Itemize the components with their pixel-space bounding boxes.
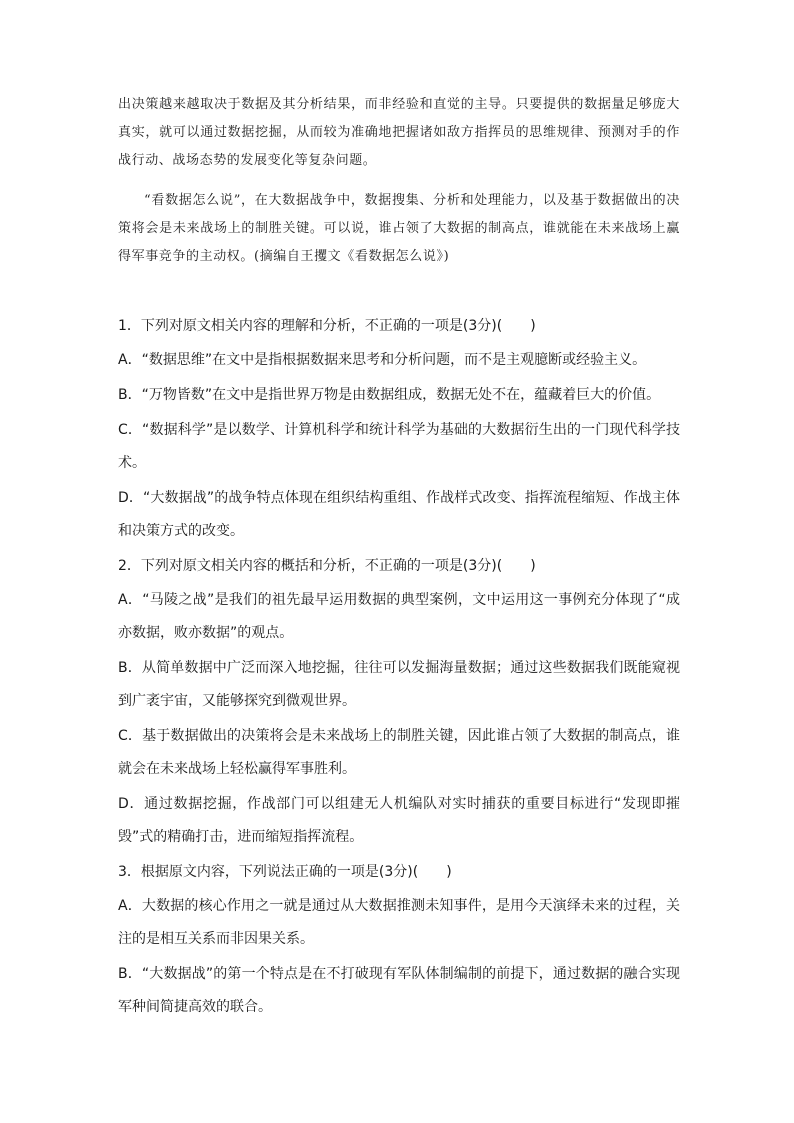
option-a: A．大数据的核心作用之一就是通过从大数据推测未知事件，是用今天演绎未来的过程，关注的是相互关系而非因果关系。: [118, 898, 680, 947]
passage-paragraph-2: [118, 187, 680, 271]
option-d: D．通过数据挖掘，作战部门可以组建无人机编队对实时捕获的重要目标进行“发现即摧毁”式的精确打击，进而缩短指挥流程。: [118, 796, 680, 845]
passage-text: 出决策越来越取决于数据及其分析结果，而非经验和直觉的主导。只要提供的数据量足够庞大真实，就可以通过数据挖掘，从而较为准确地把握诸如敌方指挥员的思维规律、预测对手的作战行动、战场态势的发展变化等复杂问题。: [118, 97, 680, 168]
option-c: C．基于数据做出的决策将会是未来战场上的制胜关键，因此谁占领了大数据的制高点，谁就会在未来战场上轻松赢得军事胜利。: [118, 728, 680, 777]
option-b: B．“万物皆数”在文中是指世界万物是由数据组成，数据无处不在，蕴藏着巨大的价值。: [118, 387, 661, 403]
question-stem: 2．下列对原文相关内容的概括和分析，不正确的一项是(3分)( ): [118, 558, 536, 574]
option-d: D．“大数据战”的战争特点体现在组织结构重组、作战样式改变、指挥流程缩短、作战主体和决策方式的改变。: [118, 490, 680, 539]
question-1: [118, 310, 680, 550]
question-list: [118, 310, 680, 1026]
option-a: A．“数据思维”在文中是指根据数据来思考和分析问题，而不是主观臆断或经验主义。: [118, 352, 647, 368]
passage-text: “看数据怎么说”，在大数据战争中，数据搜集、分析和处理能力，以及基于数据做出的决策将会是未来战场上的制胜关键。可以说，谁占领了大数据的制高点，谁就能在未来战场上赢得军事竞争的主动权。(摘编自王攫文《看数据怎么说》): [118, 193, 680, 264]
question-stem: 3．根据原文内容，下列说法正确的一项是(3分)( ): [118, 864, 452, 880]
option-a: A．“马陵之战”是我们的祖先最早运用数据的典型案例，文中运用这一事例充分体现了“成亦数据，败亦数据”的观点。: [118, 592, 680, 641]
question-2: [118, 550, 680, 856]
option-c: C．“数据科学”是以数学、计算机科学和统计科学为基础的大数据衍生出的一门现代科学技术。: [118, 422, 680, 471]
option-b: B．“大数据战”的第一个特点是在不打破现有军队体制编制的前提下，通过数据的融合实现军种间简捷高效的联合。: [118, 966, 680, 1015]
question-3: [118, 856, 680, 1026]
question-stem: 1．下列对原文相关内容的理解和分析，不正确的一项是(3分)( ): [118, 318, 536, 334]
option-b: B．从简单数据中广泛而深入地挖掘，往往可以发掘海量数据；通过这些数据我们既能窥视到广袤宇宙，又能够探究到微观世界。: [118, 660, 680, 709]
passage-paragraph-1: [118, 91, 680, 175]
